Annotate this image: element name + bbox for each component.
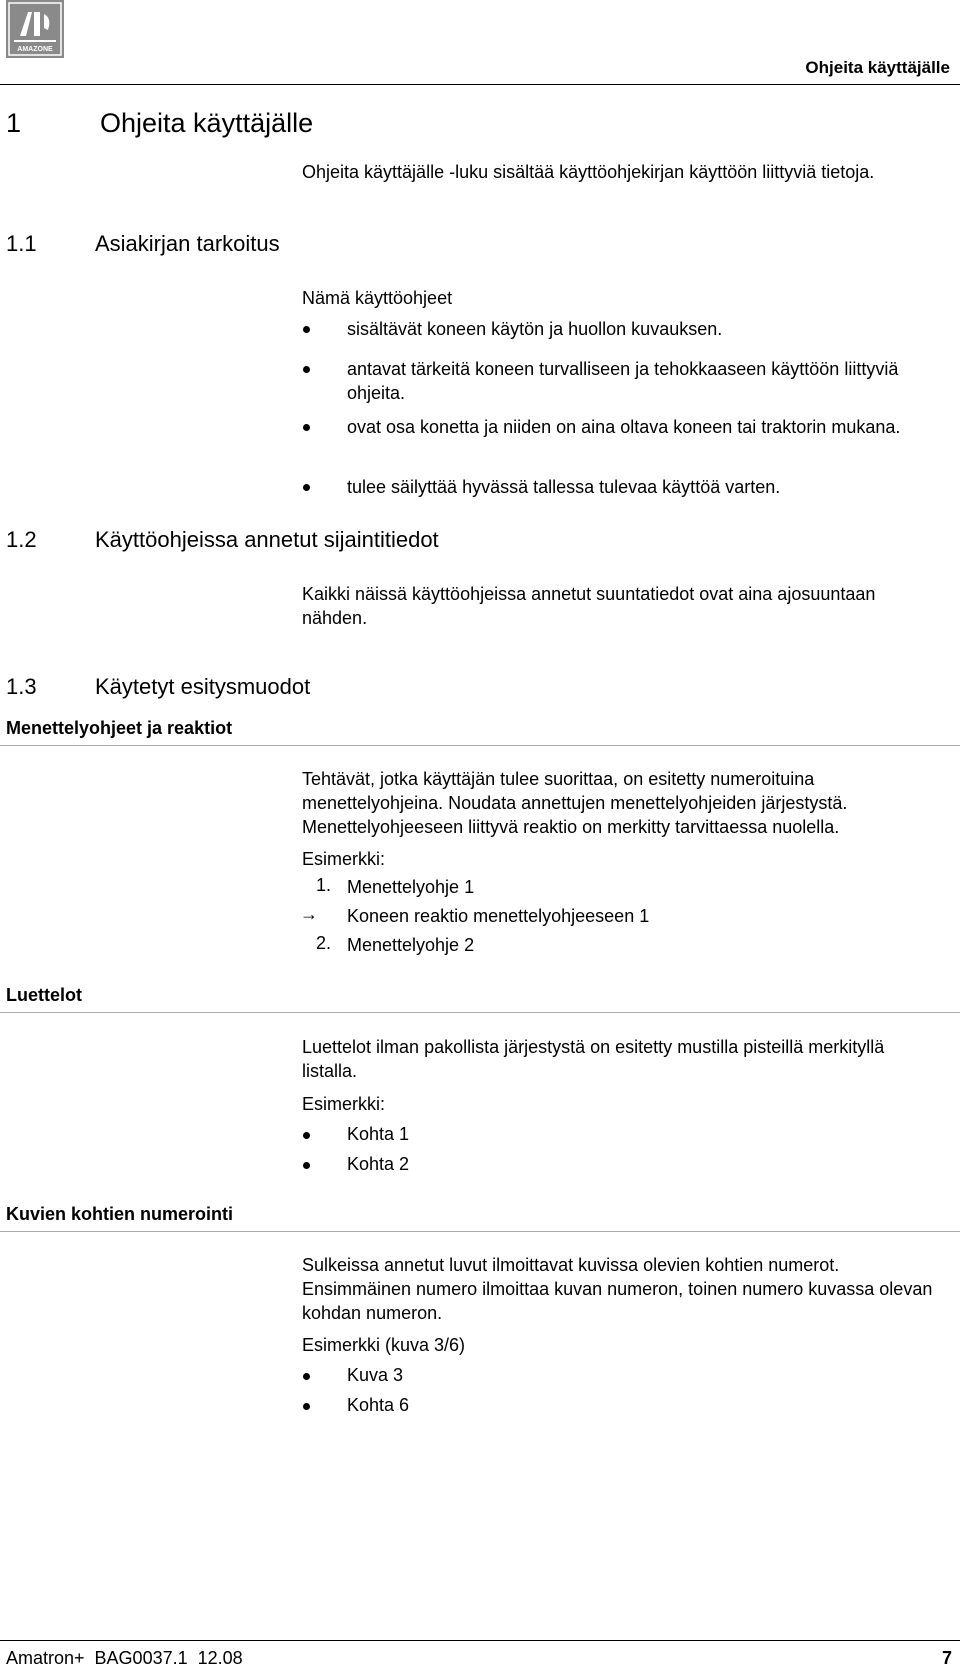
section-number: 1.1 bbox=[6, 231, 37, 256]
list-item: tulee säilyttää hyvässä tallessa tulevaa käyttöä varten. bbox=[347, 477, 781, 497]
bullet-dot bbox=[303, 366, 310, 373]
step-number: 1. bbox=[316, 875, 332, 895]
bullet-dot bbox=[303, 424, 310, 431]
section-1-1-heading bbox=[6, 231, 280, 257]
numbering-example-label: Esimerkki (kuva 3/6) bbox=[302, 1335, 466, 1355]
bullet-dot bbox=[303, 1373, 310, 1380]
section-1-2-text: Kaikki näissä käyttöohjeissa annetut suuntatiedot ovat aina ajosuuntaan nähden. bbox=[302, 584, 876, 628]
procedures-text: Tehtävät, jotka käyttäjän tulee suorittaa, on esitetty numeroituina menettelyohjeina. Noudata annettujen menettelyohjeiden järjestystä. Menettelyohjeeseen liittyvä reaktio on merkitty tarvittaessa nuolella. bbox=[302, 769, 848, 837]
procedures-heading: Menettelyohjeet ja reaktiot bbox=[6, 718, 233, 738]
list-item: ovat osa konetta ja niiden on aina oltava koneen tai traktorin mukana. bbox=[347, 417, 901, 437]
section-1-3-heading bbox=[6, 674, 310, 700]
arrow-right-icon: → bbox=[300, 904, 318, 924]
procedures-example-label: Esimerkki: bbox=[302, 849, 386, 869]
list-item: Kohta 6 bbox=[347, 1395, 410, 1415]
section-number: 1.3 bbox=[6, 674, 37, 699]
subheading-divider bbox=[0, 745, 960, 746]
header-divider bbox=[0, 84, 960, 85]
chapter-number: 1 bbox=[6, 108, 22, 138]
bullet-dot bbox=[303, 1162, 310, 1169]
step-text: Menettelyohje 2 bbox=[347, 935, 475, 955]
chapter-heading bbox=[6, 108, 313, 139]
lists-text: Luettelot ilman pakollista järjestystä on esitetty mustilla pisteillä merkityllä listalla. bbox=[302, 1037, 885, 1081]
chapter-title: Ohjeita käyttäjälle bbox=[100, 108, 314, 138]
section-title: Asiakirjan tarkoitus bbox=[95, 231, 280, 256]
list-item: Kuva 3 bbox=[347, 1365, 404, 1385]
bullet-dot bbox=[303, 484, 310, 491]
subheading-divider bbox=[0, 1231, 960, 1232]
section-1-2-heading bbox=[6, 527, 439, 553]
bullet-dot bbox=[303, 1403, 310, 1410]
page-number: 7 bbox=[941, 1648, 952, 1668]
section-title: Käytetyt esitysmuodot bbox=[95, 674, 311, 699]
bullet-dot bbox=[303, 1132, 310, 1139]
list-item: antavat tärkeitä koneen turvalliseen ja tehokkaaseen käyttöön liittyviä ohjeita. bbox=[347, 359, 899, 403]
section-1-1-lead: Nämä käyttöohjeet bbox=[302, 288, 453, 308]
header-title: Ohjeita käyttäjälle bbox=[805, 58, 950, 77]
reaction-text: Koneen reaktio menettelyohjeeseen 1 bbox=[347, 906, 650, 926]
list-item: Kohta 1 bbox=[347, 1124, 410, 1144]
amazone-logo bbox=[6, 0, 64, 58]
section-number: 1.2 bbox=[6, 527, 37, 552]
section-title: Käyttöohjeissa annetut sijaintitiedot bbox=[95, 527, 439, 552]
logo-text: AMAZONE bbox=[17, 46, 53, 53]
bullet-dot bbox=[303, 326, 310, 333]
numbering-heading: Kuvien kohtien numerointi bbox=[6, 1204, 234, 1224]
list-item: sisältävät koneen käytön ja huollon kuvauksen. bbox=[347, 319, 723, 339]
lists-heading: Luettelot bbox=[6, 985, 82, 1005]
list-item: Kohta 2 bbox=[347, 1154, 410, 1174]
numbering-text: Sulkeissa annetut luvut ilmoittavat kuvissa olevien kohtien numerot. Ensimmäinen numero ilmoittaa kuvan numeron, toinen numero kuvassa olevan kohdan numeron. bbox=[302, 1255, 933, 1323]
lists-example-label: Esimerkki: bbox=[302, 1094, 386, 1114]
chapter-intro: Ohjeita käyttäjälle -luku sisältää käyttöohjekirjan käyttöön liittyviä tietoja. bbox=[302, 162, 875, 182]
footer-divider bbox=[0, 1640, 960, 1641]
footer-doc-id: Amatron+ BAG0037.1 12.08 bbox=[6, 1648, 243, 1668]
subheading-divider bbox=[0, 1012, 960, 1013]
step-number: 2. bbox=[316, 933, 332, 953]
step-text: Menettelyohje 1 bbox=[347, 877, 475, 897]
